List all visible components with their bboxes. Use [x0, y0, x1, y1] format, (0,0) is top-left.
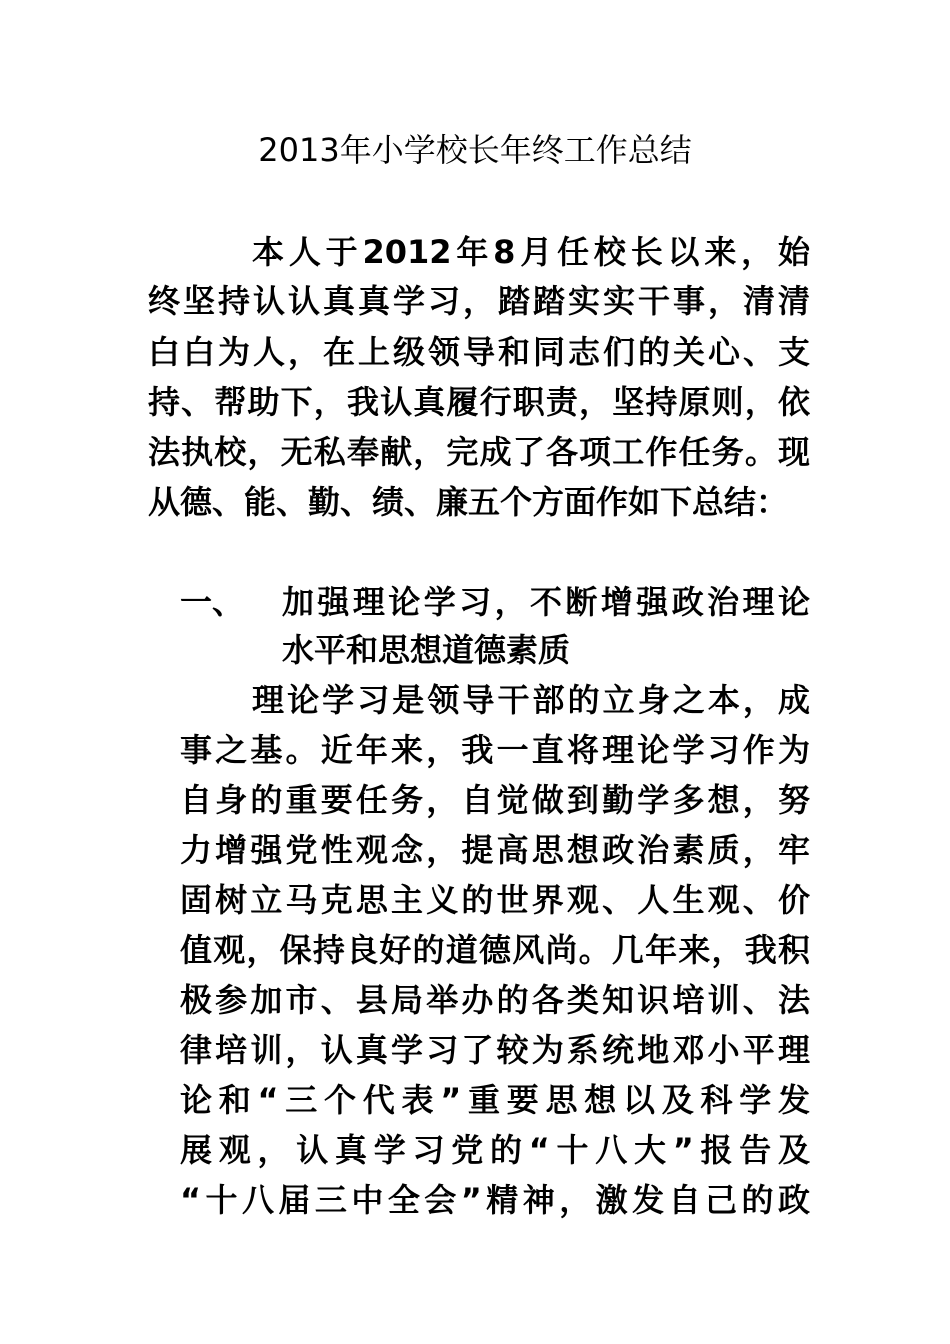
- section-number: 一、: [180, 583, 245, 621]
- document-title: 2013年小学校长年终工作总结: [258, 131, 692, 169]
- section-heading-line: 加强理论学习，不断增强政治理论: [282, 583, 810, 621]
- section-body-line: 自身的重要任务，自觉做到勤学多想，努: [180, 781, 810, 819]
- intro-line: 终坚持认认真真学习，踏踏实实干事，清清: [148, 282, 810, 320]
- section-body-line: 展观，认真学习党的“十八大”报告及: [180, 1131, 810, 1169]
- intro-line: 持、帮助下，我认真履行职责，坚持原则，依: [148, 383, 810, 421]
- intro-line: 法执校，无私奉献，完成了各项工作任务。现: [148, 433, 810, 471]
- section-body-line: 律培训，认真学习了较为系统地邓小平理: [180, 1031, 810, 1069]
- section-body-line: “十八届三中全会”精神，激发自己的政: [180, 1181, 810, 1219]
- section-body-line: 固树立马克思主义的世界观、人生观、价: [180, 881, 810, 919]
- intro-line: 从德、能、勤、绩、廉五个方面作如下总结：: [148, 483, 789, 521]
- section-body-line: 论和“三个代表”重要思想以及科学发: [180, 1081, 810, 1119]
- intro-line: 白白为人，在上级领导和同志们的关心、支: [148, 333, 810, 371]
- section-body-line: 极参加市、县局举办的各类知识培训、法: [180, 981, 810, 1019]
- intro-line: 本人于2012年8月任校长以来，始: [252, 233, 810, 271]
- section-body-line: 事之基。近年来，我一直将理论学习作为: [180, 731, 810, 769]
- section-body-line: 理论学习是领导干部的立身之本，成: [252, 681, 810, 719]
- section-body-line: 力增强党性观念，提高思想政治素质，牢: [180, 831, 810, 869]
- section-body-line: 值观，保持良好的道德风尚。几年来，我积: [180, 931, 810, 969]
- section-heading-line: 水平和思想道德素质: [282, 631, 571, 669]
